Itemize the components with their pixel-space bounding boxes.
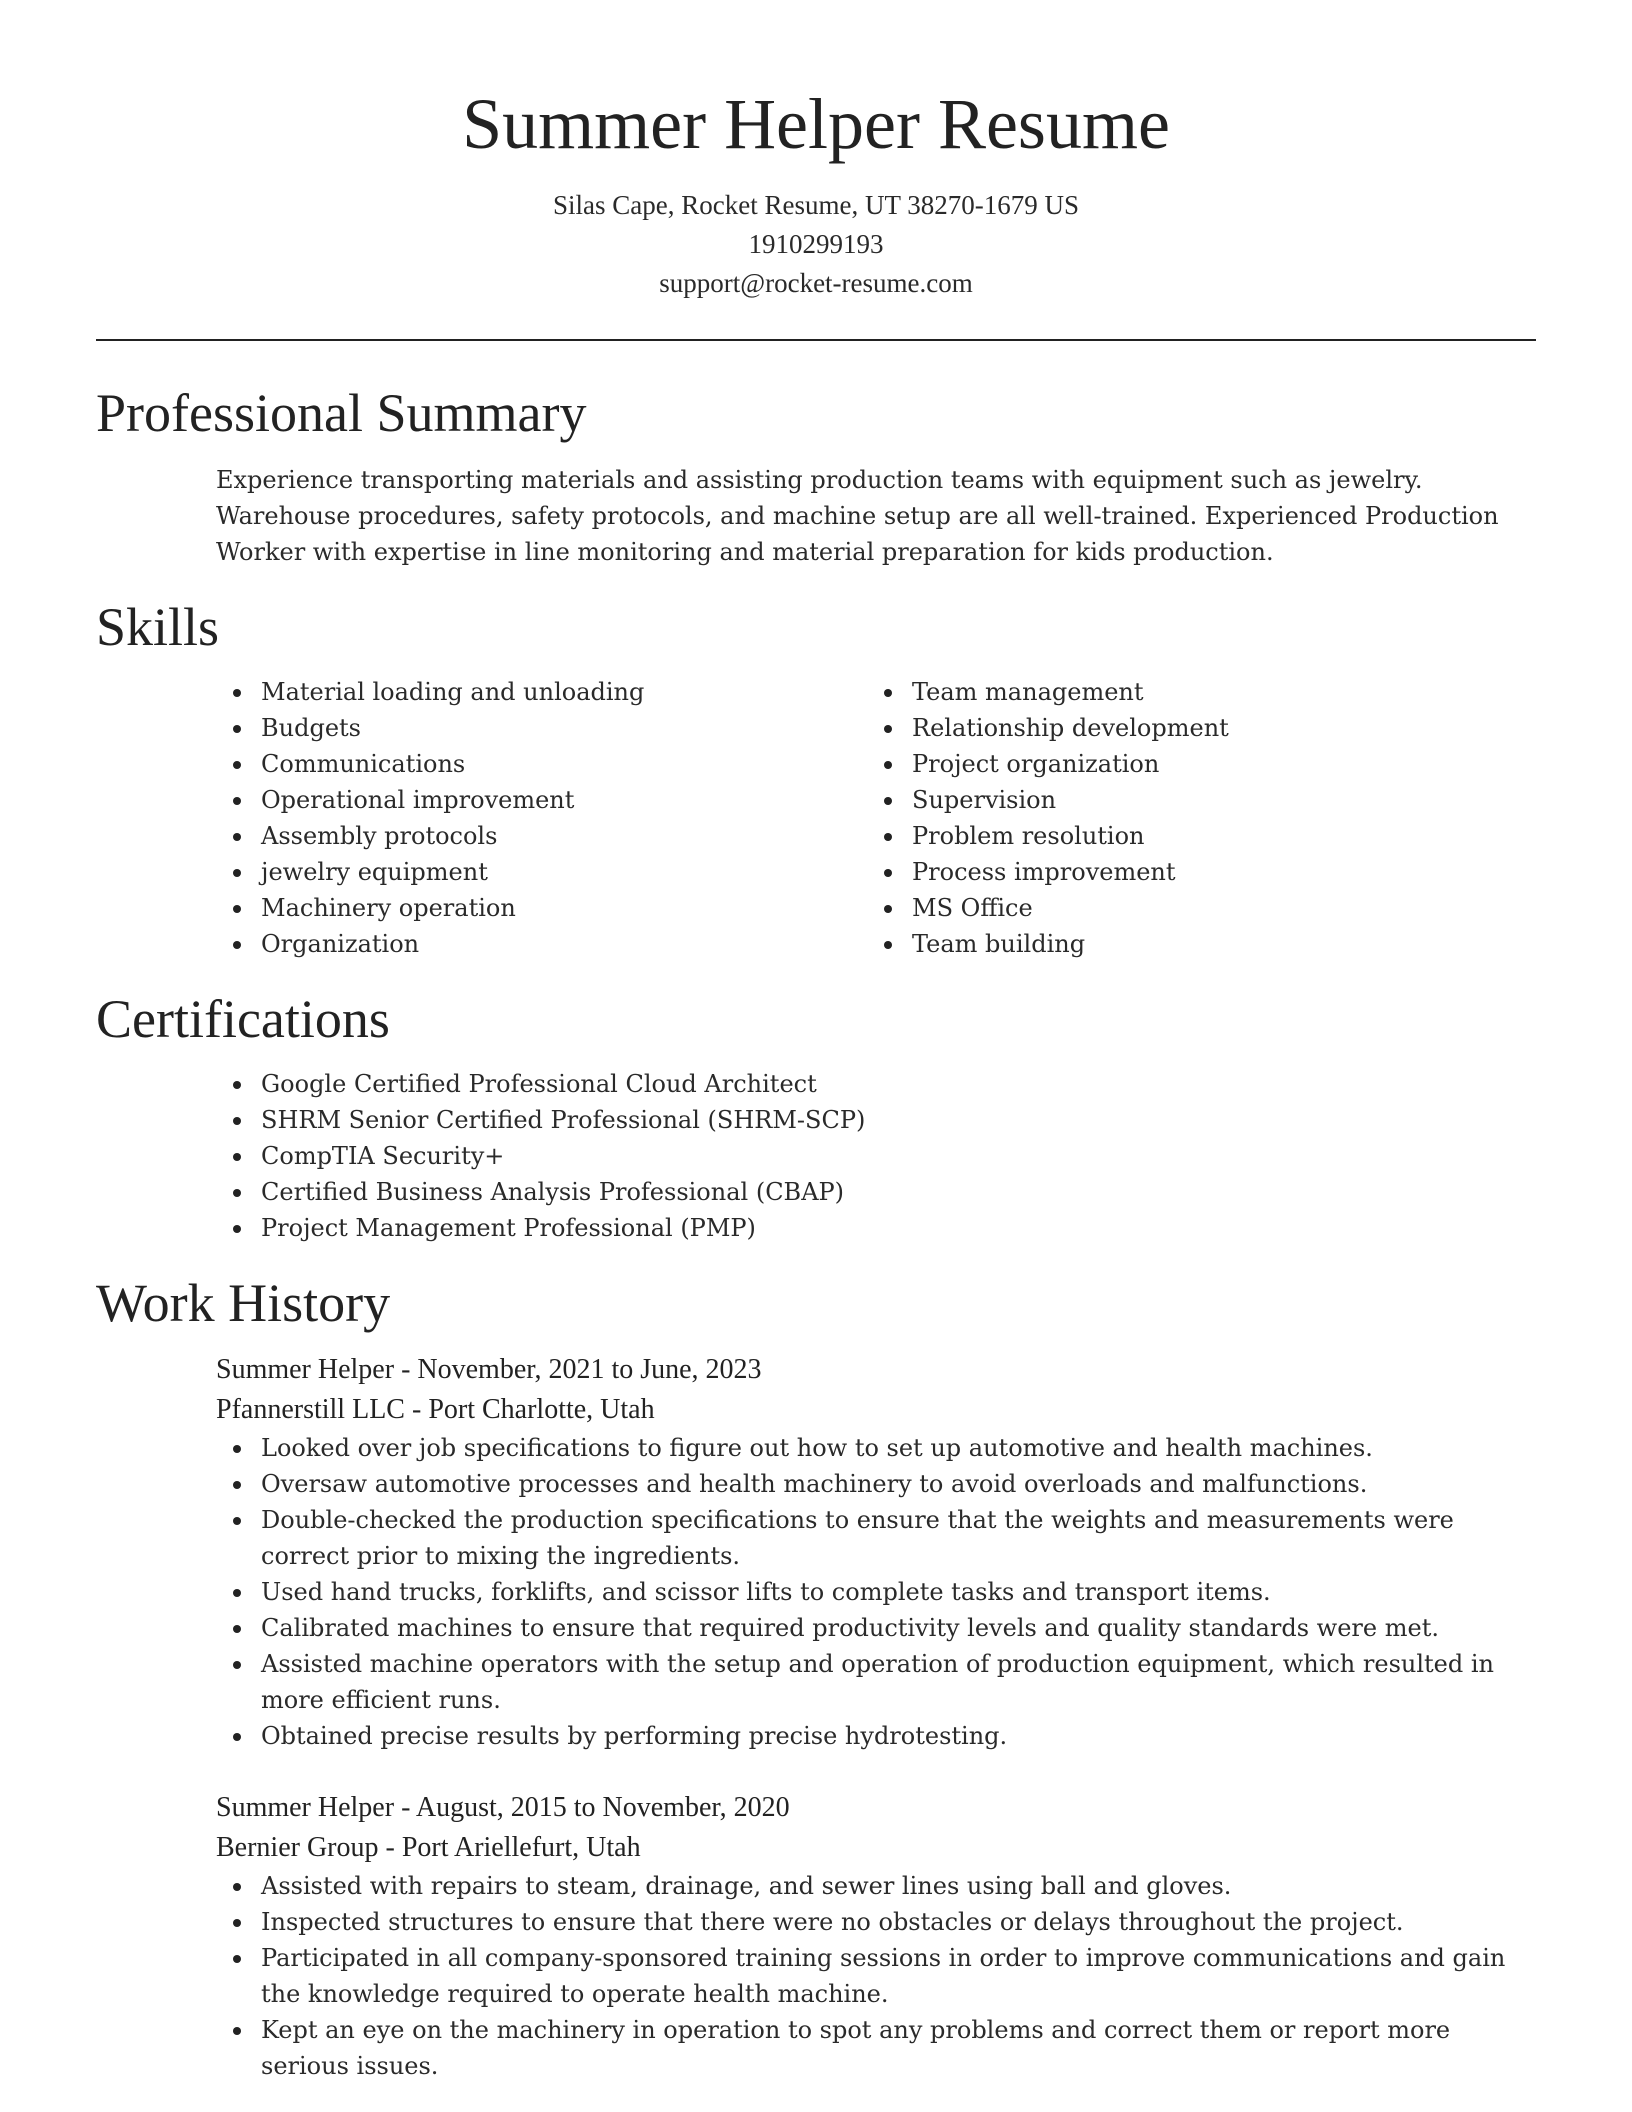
certification-item: Google Certified Professional Cloud Architect	[96, 1066, 1536, 1102]
job-bullets	[96, 1868, 1536, 2084]
job-bullet: Assisted machine operators with the setup and operation of production equipment, which resulted in more efficient runs.	[96, 1646, 1536, 1718]
skills-heading: Skills	[96, 597, 220, 657]
job-title: Summer Helper	[216, 1792, 395, 1823]
skill-item: Process improvement	[747, 854, 1398, 890]
job-company-line: Bernier Group - Port Ariellefurt, Utah	[216, 1832, 641, 1863]
resume-page	[96, 0, 1536, 2084]
skills-column-left	[96, 674, 747, 962]
skill-item: Communications	[96, 746, 747, 782]
skill-item: Team management	[747, 674, 1398, 710]
certification-item: CompTIA Security+	[96, 1138, 1536, 1174]
job-company: Pfannerstill LLC	[216, 1394, 405, 1425]
job-bullet: Kept an eye on the machinery in operation to spot any problems and correct them or report more serious issues.	[96, 2012, 1536, 2084]
job-entry	[96, 1350, 1536, 1754]
job-company: Bernier Group	[216, 1832, 379, 1863]
skills-list	[96, 674, 1536, 962]
certification-item: Certified Business Analysis Professional (CBAP)	[96, 1174, 1536, 1210]
job-bullet: Oversaw automotive processes and health machinery to avoid overloads and malfunctions.	[96, 1466, 1536, 1502]
contact-email: support@rocket-resume.com	[659, 268, 973, 298]
job-dates: November, 2021 to June, 2023	[417, 1354, 762, 1385]
skill-item: Team building	[747, 926, 1398, 962]
job-bullet: Looked over job specifications to figure out how to set up automotive and health machines.	[96, 1430, 1536, 1466]
job-bullet: Calibrated machines to ensure that required productivity levels and quality standards were met.	[96, 1610, 1536, 1646]
job-title: Summer Helper	[216, 1354, 395, 1385]
job-location: Port Ariellefurt, Utah	[401, 1832, 641, 1863]
skill-item: Supervision	[747, 782, 1398, 818]
skill-item: Operational improvement	[96, 782, 747, 818]
job-bullet: Obtained precise results by performing precise hydrotesting.	[96, 1718, 1536, 1754]
job-bullets	[96, 1430, 1536, 1754]
summary-heading: Professional Summary	[96, 383, 587, 443]
skill-item: Budgets	[96, 710, 747, 746]
job-title-line: Summer Helper - August, 2015 to November, 2020	[216, 1792, 790, 1823]
job-bullet: Double-checked the production specifications to ensure that the weights and measurements were correct prior to mixing the ingredients.	[96, 1502, 1536, 1574]
job-bullet: Participated in all company-sponsored training sessions in order to improve communications and gain the knowledge required to operate health machine.	[96, 1940, 1536, 2012]
skills-column-right	[747, 674, 1398, 962]
job-location: Port Charlotte, Utah	[428, 1394, 655, 1425]
job-entry	[96, 1788, 1536, 2084]
resume-title: Summer Helper Resume	[462, 84, 1170, 164]
work-history-heading: Work History	[96, 1273, 391, 1333]
certifications-heading: Certifications	[96, 989, 390, 1049]
contact-address: Silas Cape, Rocket Resume, UT 38270-1679 US	[553, 190, 1079, 220]
skill-item: Problem resolution	[747, 818, 1398, 854]
job-bullet: Assisted with repairs to steam, drainage, and sewer lines using ball and gloves.	[96, 1868, 1536, 1904]
job-bullet: Inspected structures to ensure that there were no obstacles or delays throughout the project.	[96, 1904, 1536, 1940]
contact-phone: 1910299193	[748, 229, 884, 259]
certification-item: Project Management Professional (PMP)	[96, 1210, 1536, 1246]
skill-item: Assembly protocols	[96, 818, 747, 854]
certifications-list	[96, 1066, 1536, 1246]
header-divider	[96, 339, 1536, 341]
skill-item: Relationship development	[747, 710, 1398, 746]
skill-item: jewelry equipment	[96, 854, 747, 890]
contact-block	[96, 186, 1536, 303]
skill-item: Material loading and unloading	[96, 674, 747, 710]
summary-text: Experience transporting materials and assisting production teams with equipment such as jewelry. Warehouse procedures, safety protocols, and machine setup are all well-trained. Experienced Production Worker with expertise in line monitoring and material preparation for kids production.	[216, 466, 1499, 566]
skill-item: Project organization	[747, 746, 1398, 782]
skill-item: MS Office	[747, 890, 1398, 926]
job-title-line: Summer Helper - November, 2021 to June, 2023	[216, 1354, 762, 1385]
skill-item: Organization	[96, 926, 747, 962]
skill-item: Machinery operation	[96, 890, 747, 926]
job-bullet: Used hand trucks, forklifts, and scissor lifts to complete tasks and transport items.	[96, 1574, 1536, 1610]
job-dates: August, 2015 to November, 2020	[415, 1792, 790, 1823]
job-company-line: Pfannerstill LLC - Port Charlotte, Utah	[216, 1394, 655, 1425]
certification-item: SHRM Senior Certified Professional (SHRM-SCP)	[96, 1102, 1536, 1138]
